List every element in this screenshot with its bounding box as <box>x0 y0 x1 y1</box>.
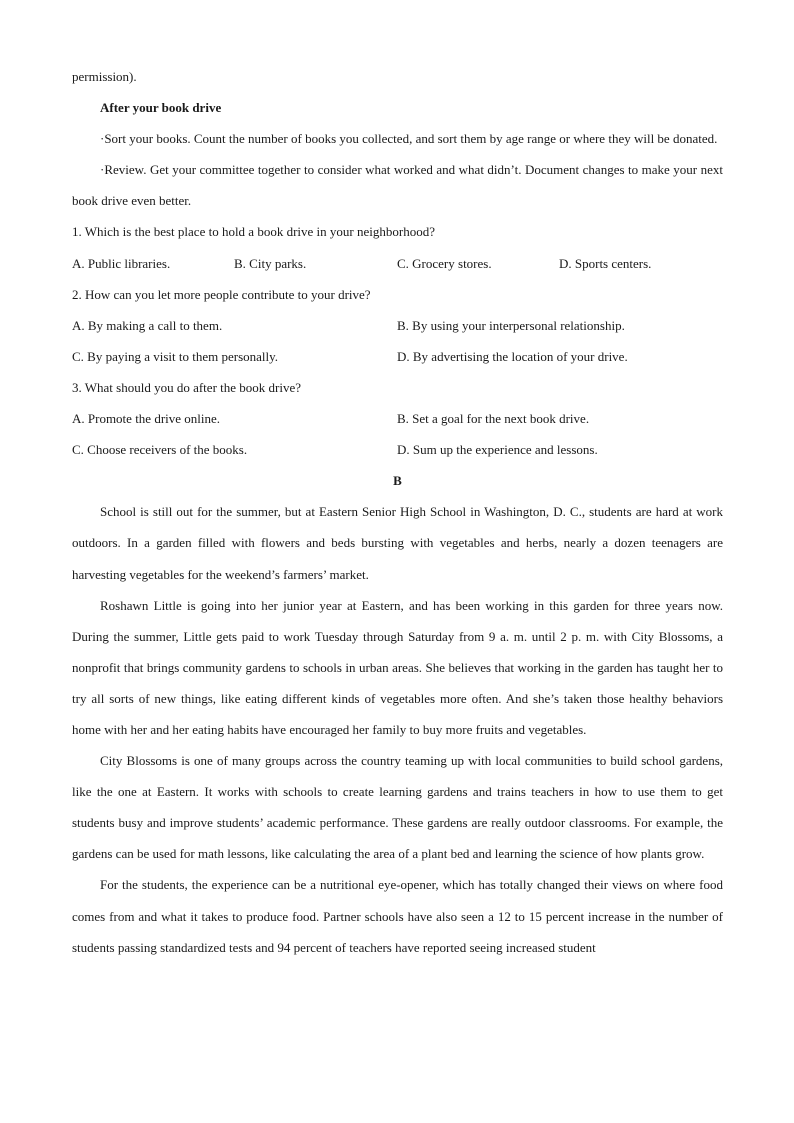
question-1-stem: 1. Which is the best place to hold a book drive in your neighborhood? <box>72 224 435 240</box>
q3-option-a: A. Promote the drive online. <box>72 411 221 427</box>
question-2-options-row-2 <box>72 341 723 372</box>
passage-b-paragraph-1: School is still out for the summer, but at Eastern Senior High School in Washington, D. C., students are hard at work outdoors. In a garden filled with flowers and beds bursting with vegetables and herbs, nearly a dozen teenagers are harvesting vegetables for the weekend’s farmers’ market. <box>72 504 723 582</box>
question-3-options-row-2 <box>72 434 723 465</box>
q2-option-b: B. By using your interpersonal relationship. <box>397 317 625 333</box>
question-2-stem: 2. How can you let more people contribute to your drive? <box>72 286 371 302</box>
passage-b-paragraph-3: City Blossoms is one of many groups across the country teaming up with local communities to build school gardens, like the one at Eastern. It works with schools to create learning gardens and trains teachers in how to use them to get students busy and improve students’ academic performance. These gardens are really outdoor classrooms. For example, the gardens can be used for math lessons, like calculating the area of a plant bed and learning the science of how plants grow. <box>72 753 723 862</box>
q3-option-d: D. Sum up the experience and lessons. <box>397 442 598 458</box>
q1-option-d: D. Sports centers. <box>559 255 652 271</box>
q2-option-c: C. By paying a visit to them personally. <box>72 348 279 364</box>
q1-option-c: C. Grocery stores. <box>397 255 492 271</box>
q1-option-b: B. City parks. <box>234 255 307 271</box>
after-item-review: ·Review. Get your committee together to consider what worked and what didn’t. Document changes to make your next book drive even better. <box>72 162 723 209</box>
document-page <box>72 61 723 963</box>
question-1-options <box>72 248 723 279</box>
after-item-sort: ·Sort your books. Count the number of books you collected, and sort them by age range or where they will be donated. <box>100 131 718 147</box>
question-2-options-row-1 <box>72 310 723 341</box>
q3-option-b: B. Set a goal for the next book drive. <box>397 411 590 427</box>
question-3-stem: 3. What should you do after the book drive? <box>72 379 302 395</box>
after-book-drive-heading: After your book drive <box>100 100 222 116</box>
passage-b-paragraph-4: For the students, the experience can be a nutritional eye-opener, which has totally changed their views on where food comes from and what it takes to produce food. Partner schools have also seen a 12 to 15 percent increase in the number of students passing standardized tests and 94 percent of teachers have reported seeing increased student <box>72 877 723 955</box>
q2-option-a: A. By making a call to them. <box>72 317 223 333</box>
q3-option-c: C. Choose receivers of the books. <box>72 442 248 458</box>
question-3-options-row-1 <box>72 403 723 434</box>
top-fragment: permission). <box>72 69 137 84</box>
section-b-label: B <box>393 473 402 489</box>
passage-b-paragraph-2: Roshawn Little is going into her junior year at Eastern, and has been working in this garden for three years now. During the summer, Little gets paid to work Tuesday through Saturday from 9 a. m. until 2 p. m. with City Blossoms, a nonprofit that brings community gardens to schools in urban areas. She believes that working in the garden has taught her to try all sorts of new things, like eating different kinds of vegetables more often. And she’s taken those healthy behaviors home with her and her eating habits have encouraged her family to buy more fruits and vegetables. <box>72 597 723 737</box>
q1-option-a: A. Public libraries. <box>72 255 171 271</box>
q2-option-d: D. By advertising the location of your drive. <box>397 348 628 364</box>
